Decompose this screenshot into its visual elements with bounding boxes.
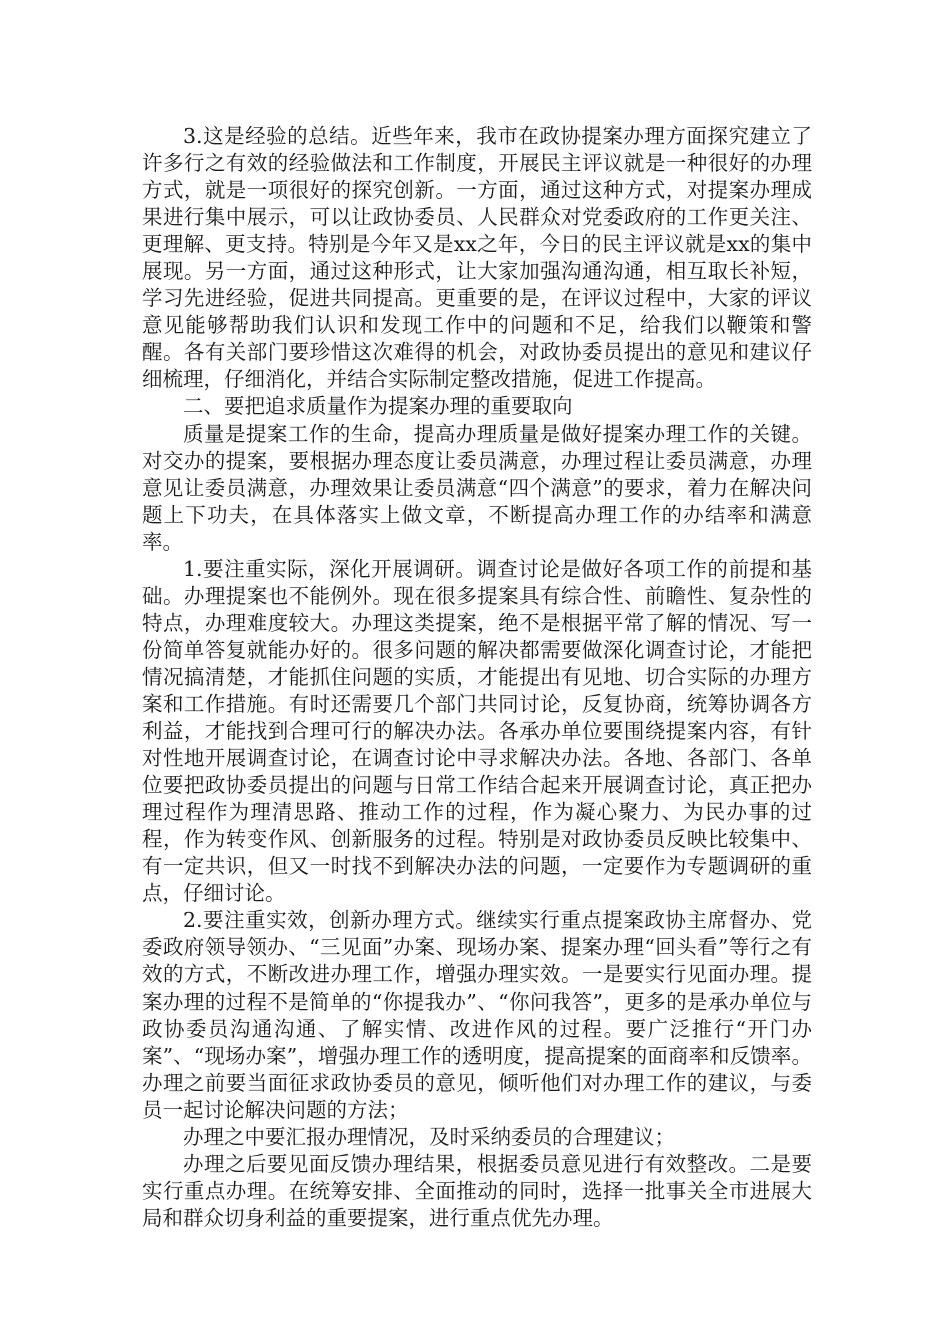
paragraph-during-handling: 办理之中要汇报办理情况，及时采纳委员的合理建议；: [183, 1124, 675, 1149]
section-heading-quality: 二、要把追求质量作为提案办理的重要取向: [183, 394, 573, 419]
paragraph-innovation: 2.要注重实效，创新办理方式。继续实行重点提案政协主席督办、党委政府领导领办、“三见面”办案、现场办案、提案办理“回头看”等行之有效的方式，不断改进办理工作，增强办理实效。一是要实行见面办理。提案办理的过程不是简单的“你提我办”、“你问我答”，更多的是承办单位与政协委员沟通沟通、了解实情、改进作风的过程。要广泛推行“开门办案”、“现场办案”，增强办理工作的透明度，提高提案的面商率和反馈率。办理之前要当面征求政协委员的意见，倾听他们对办理工作的建议，与委员一起讨论解决问题的方法；: [142, 908, 812, 1122]
paragraph-research: 1.要注重实际，深化开展调研。调查讨论是做好各项工作的前提和基础。办理提案也不能例外。现在很多提案具有综合性、前瞻性、复杂性的特点，办理难度较大。办理这类提案，绝不是根据平常了解的情况、写一份简单答复就能办好的。很多问题的解决都需要做深化调查讨论，才能把情况搞清楚，才能抓住问题的实质，才能提出有见地、切合实际的办理方案和工作措施。有时还需要几个部门共同讨论，反复协商，统筹协调各方利益，才能找到合理可行的解决办法。各承办单位要围绕提案内容，有针对性地开展调查讨论，在调查讨论中寻求解决办法。各地、各部门、各单位要把政协委员提出的问题与日常工作结合起来开展调查讨论，真正把办理过程作为理清思路、推动工作的过程，作为凝心聚力、为民办事的过程，作为转变作风、创新服务的过程。特别是对政协委员反映比较集中、有一定共识，但又一时找不到解决办法的问题，一定要作为专题调研的重点，仔细讨论。: [142, 556, 812, 906]
document-body: [142, 123, 812, 1232]
paragraph-after-handling: 办理之后要见面反馈办理结果，根据委员意见进行有效整改。二是要实行重点办理。在统筹安排、全面推动的同时，选择一批事关全市进展大局和群众切身利益的重要提案，进行重点优先办理。: [142, 1151, 812, 1230]
paragraph-experience-summary: 3.这是经验的总结。近些年来，我市在政协提案办理方面探究建立了许多行之有效的经验做法和工作制度，开展民主评议就是一种很好的办理方式，就是一项很好的探究创新。一方面，通过这种方式，对提案办理成果进行集中展示，可以让政协委员、人民群众对党委政府的工作更关注、更理解、更支持。特别是今年又是xx之年，今日的民主评议就是xx的集中展现。另一方面，通过这种形式，让大家加强沟通沟通，相互取长补短，学习先进经验，促进共同提高。更重要的是，在评议过程中，大家的评议意见能够帮助我们认识和发现工作中的问题和不足，给我们以鞭策和警醒。各有关部门要珍惜这次难得的机会，对政协委员提出的意见和建议仔细梳理，仔细消化，并结合实际制定整改措施，促进工作提高。: [142, 124, 812, 392]
paragraph-quality: 质量是提案工作的生命，提高办理质量是做好提案办理工作的关键。对交办的提案，要根据办理态度让委员满意，办理过程让委员满意，办理意见让委员满意，办理效果让委员满意“四个满意”的要求，着力在解决问题上下功夫，在具体落实上做文章，不断提高办理工作的办结率和满意率。: [142, 421, 812, 554]
